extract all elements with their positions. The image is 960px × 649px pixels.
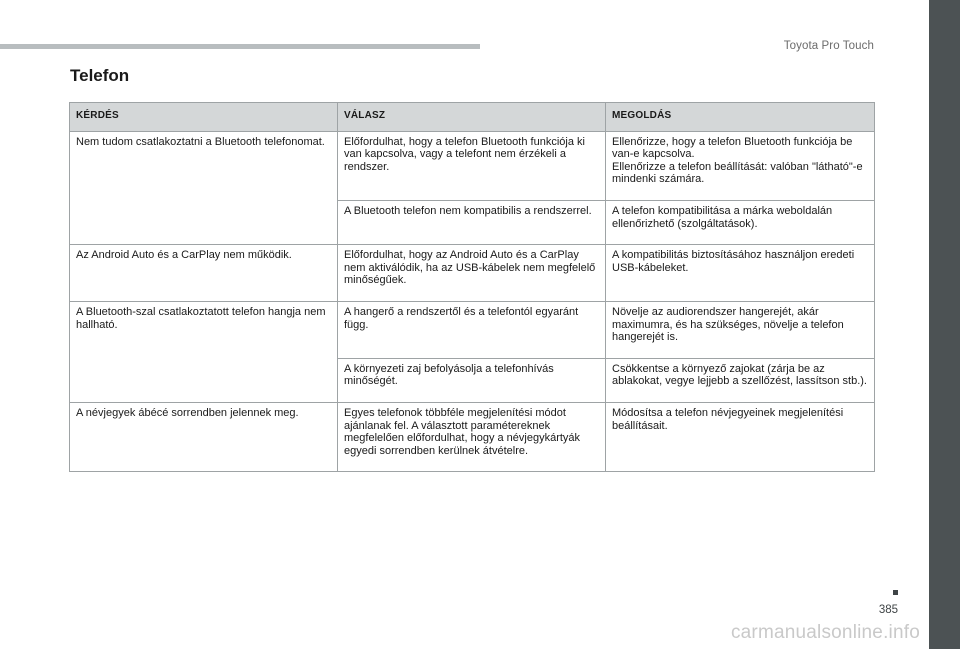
answer-cell: Előfordulhat, hogy az Android Auto és a CarPlay nem aktiválódik, ha az USB-kábelek nem megfelelő minőségűek. bbox=[338, 245, 606, 302]
table-row bbox=[70, 301, 875, 358]
question-cell: Az Android Auto és a CarPlay nem működik. bbox=[70, 245, 338, 302]
solution-cell: A telefon kompatibilitása a márka weboldalán ellenőrizhető (szolgáltatások). bbox=[606, 200, 875, 244]
table-row bbox=[70, 402, 875, 471]
table-row bbox=[70, 131, 875, 200]
header-solution: MEGOLDÁS bbox=[606, 103, 875, 132]
solution-cell: Csökkentse a környező zajokat (zárja be az ablakokat, vegye lejjebb a szellőzést, lassítson stb.). bbox=[606, 358, 875, 402]
answer-cell: A környezeti zaj befolyásolja a telefonhívás minőségét. bbox=[338, 358, 606, 402]
question-cell: Nem tudom csatlakoztatni a Bluetooth telefonomat. bbox=[70, 131, 338, 245]
solution-cell: Növelje az audiorendszer hangerejét, akár maximumra, és ha szükséges, növelje a telefon hangerejét is. bbox=[606, 301, 875, 358]
header-rule bbox=[0, 44, 480, 49]
answer-cell: Egyes telefonok többféle megjelenítési módot ajánlanak fel. A választott paramétereknek megfelelően előfordulhat, hogy a névjegykártyák egyedi sorrendben kerülnek átvételre. bbox=[338, 402, 606, 471]
watermark: carmanualsonline.info bbox=[730, 622, 920, 643]
table-header-row bbox=[70, 103, 875, 132]
section-title: Toyota Pro Touch bbox=[783, 40, 874, 52]
side-strip bbox=[929, 0, 960, 649]
table-row bbox=[70, 245, 875, 302]
answer-cell: A Bluetooth telefon nem kompatibilis a rendszerrel. bbox=[338, 200, 606, 244]
solution-cell: Módosítsa a telefon névjegyeinek megjelenítési beállításait. bbox=[606, 402, 875, 471]
page-title: Telefon bbox=[70, 66, 130, 85]
page-number: 385 bbox=[878, 604, 898, 616]
answer-cell: A hangerő a rendszertől és a telefontól egyaránt függ. bbox=[338, 301, 606, 358]
solution-cell: Ellenőrizze, hogy a telefon Bluetooth funkciója be van-e kapcsolva. Ellenőrizze a telefon beállítását: valóban "látható"-e mindenki számára. bbox=[606, 131, 875, 200]
header-answer: VÁLASZ bbox=[338, 103, 606, 132]
question-cell: A névjegyek ábécé sorrendben jelennek meg. bbox=[70, 402, 338, 471]
question-cell: A Bluetooth-szal csatlakoztatott telefon hangja nem hallható. bbox=[70, 301, 338, 402]
header-question: KÉRDÉS bbox=[70, 103, 338, 132]
page-marker-icon bbox=[893, 590, 898, 595]
faq-table bbox=[69, 102, 875, 472]
solution-cell: A kompatibilitás biztosításához használjon eredeti USB-kábeleket. bbox=[606, 245, 875, 302]
answer-cell: Előfordulhat, hogy a telefon Bluetooth funkciója ki van kapcsolva, vagy a telefont nem érzékeli a rendszer. bbox=[338, 131, 606, 200]
